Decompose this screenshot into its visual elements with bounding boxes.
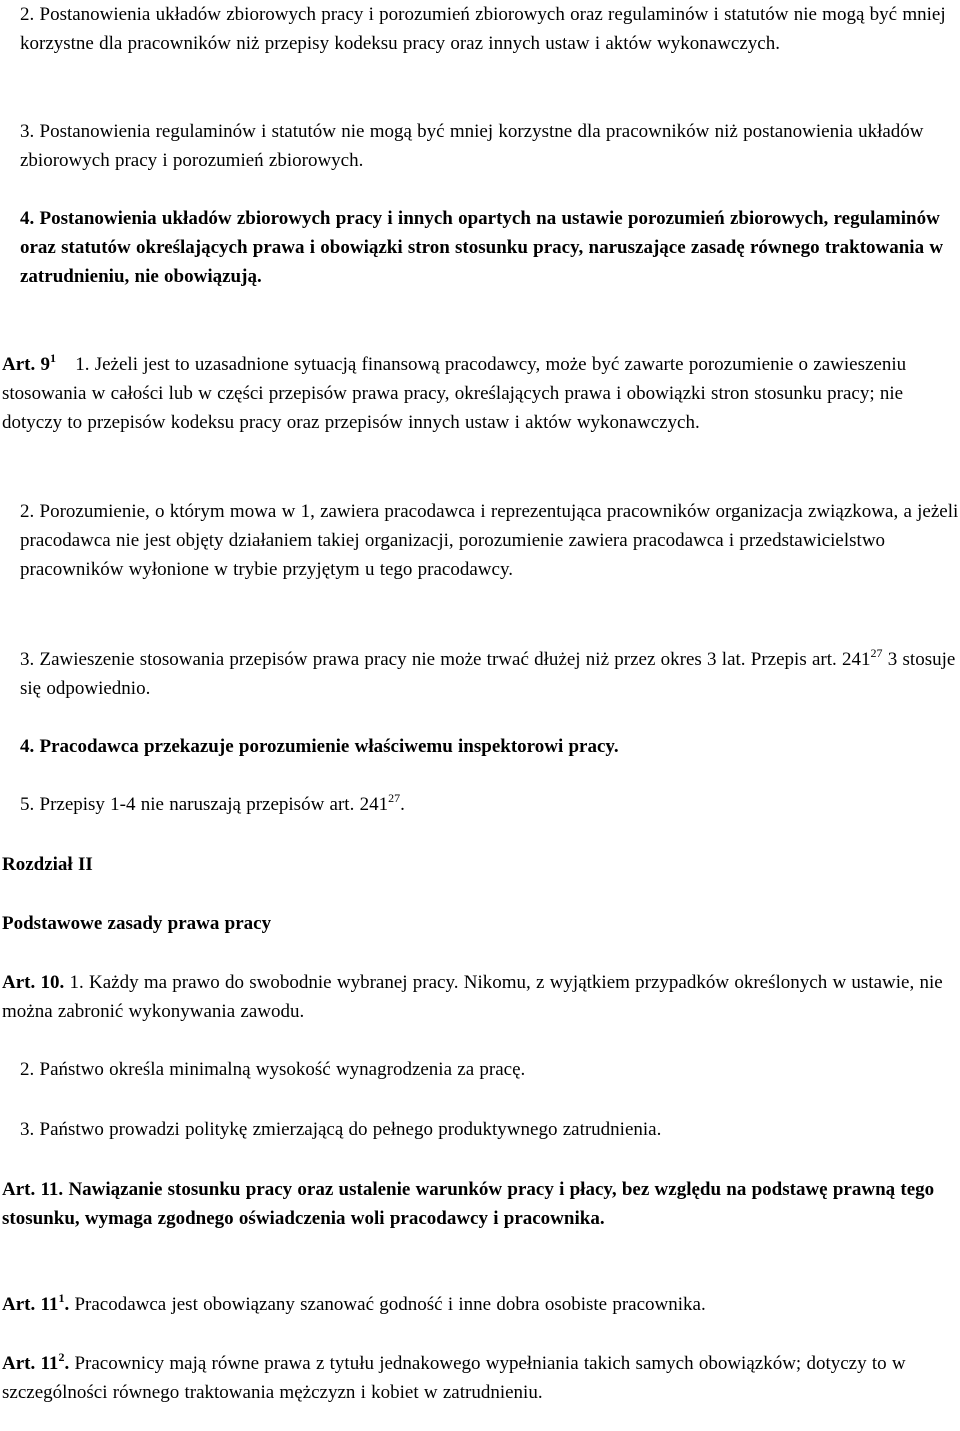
art10-paragraph-1 (2, 968, 956, 1026)
art11-1-label-sup: 1 (58, 1290, 65, 1305)
art9-paragraph-2 (2, 0, 960, 58)
art9-1-paragraph-5 (2, 790, 960, 819)
art11-1-label: Art. 11 (2, 1294, 59, 1315)
art11-label: Art. 11. (2, 1179, 64, 1200)
art9-1-paragraph-1 (2, 350, 956, 437)
art11-2-label: Art. 11 (2, 1353, 59, 1374)
art9-1-paragraph-4 (2, 732, 960, 761)
art9-1-p2-text: 2. Porozumienie, o którym mowa w 1, zawiera pracodawca i reprezentująca pracowników organizacja związkowa, a jeżeli pracodawca nie jest objęty działaniem takiej organizacji, porozumienie zawiera pracodawca i przedstawicielstwo pracowników wyłonione w trybie przyjętym u tego pracodawcy. (20, 501, 959, 580)
chapter-title (2, 909, 956, 938)
art11-2-label-sup: 2 (58, 1349, 65, 1364)
art9-1-p4-text: 4. Pracodawca przekazuje porozumienie właściwemu inspektorowi pracy. (20, 736, 619, 757)
art9-1-p1-text: 1. Jeżeli jest to uzasadnione sytuacją finansową pracodawcy, może być zawarte porozumienie o zawieszeniu stosowania w całości lub w części przepisów prawa pracy, określających prawa i obowiązki stron stosunku pracy; nie dotyczy to przepisów kodeksu pracy oraz przepisów innych ustaw i aktów wykonawczych. (2, 354, 907, 433)
art10-paragraph-3 (2, 1115, 960, 1144)
art9-1-label-sup: 1 (49, 350, 56, 365)
art9-p2-text: 2. Postanowienia układów zbiorowych pracy i porozumień zbiorowych oraz regulaminów i statutów nie mogą być mniej korzystne dla pracowników niż przepisy kodeksu pracy oraz innych ustaw i aktów wykonawczych. (20, 4, 946, 54)
art11-2-label-dot: . (64, 1353, 70, 1374)
art10-paragraph-2 (2, 1055, 960, 1084)
chapter-title-text: Podstawowe zasady prawa pracy (2, 913, 272, 934)
art11-2-text: Pracownicy mają równe prawa z tytułu jednakowego wypełniania takich samych obowiązków; dotyczy to w szczególności równego traktowania mężczyzn i kobiet w zatrudnieniu. (2, 1353, 906, 1403)
art11-1-paragraph (2, 1290, 956, 1319)
art10-label: Art. 10. (2, 972, 65, 993)
art9-1-p5-text-a: 5. Przepisy 1-4 nie naruszają przepisów art. 241 (20, 794, 389, 815)
art11-1-text: Pracodawca jest obowiązany szanować godność i inne dobra osobiste pracownika. (69, 1294, 706, 1315)
art9-p3-text: 3. Postanowienia regulaminów i statutów nie mogą być mniej korzystne dla pracowników niż postanowienia układów zbiorowych pracy i porozumień zbiorowych. (20, 121, 924, 171)
art11-2-paragraph (2, 1349, 956, 1407)
art11-1-label-dot: . (64, 1294, 70, 1315)
art9-paragraph-4 (2, 204, 960, 291)
art9-p4-text: 4. Postanowienia układów zbiorowych pracy i innych opartych na ustawie porozumień zbiorowych, regulaminów oraz statutów określających prawa i obowiązki stron stosunku pracy, naruszające zasadę równego traktowania w zatrudnieniu, nie obowiązują. (20, 208, 944, 287)
art9-paragraph-3 (2, 117, 960, 175)
art10-p1-text: 1. Każdy ma prawo do swobodnie wybranej pracy. Nikomu, z wyjątkiem przypadków określonych w ustawie, nie można zabronić wykonywania zawodu. (2, 972, 943, 1022)
art11-text: Nawiązanie stosunku pracy oraz ustalenie warunków pracy i płacy, bez względu na podstawę prawną tego stosunku, wymaga zgodnego oświadczenia woli pracodawcy i pracownika. (2, 1179, 935, 1229)
art9-1-p3-sup: 27 (870, 645, 883, 660)
art10-p3-text: 3. Państwo prowadzi politykę zmierzającą do pełnego produktywnego zatrudnienia. (20, 1119, 662, 1140)
art9-1-p5-text-b: . (400, 794, 405, 815)
chapter-heading (2, 850, 956, 879)
art9-1-label: Art. 9 (2, 354, 50, 375)
art9-1-p3-text-a: 3. Zawieszenie stosowania przepisów prawa pracy nie może trwać dłużej niż przez okres 3 lat. Przepis art. 241 (20, 649, 871, 670)
art9-1-p5-sup: 27 (388, 790, 401, 805)
chapter-number: Rozdział II (2, 854, 93, 875)
art10-p2-text: 2. Państwo określa minimalną wysokość wynagrodzenia za pracę. (20, 1059, 526, 1080)
art9-1-p3-text-b: 3 stosuje się odpowiednio. (20, 649, 956, 699)
art9-1-paragraph-2 (2, 497, 960, 584)
art9-1-paragraph-3 (2, 645, 960, 703)
art11-paragraph (2, 1175, 956, 1233)
